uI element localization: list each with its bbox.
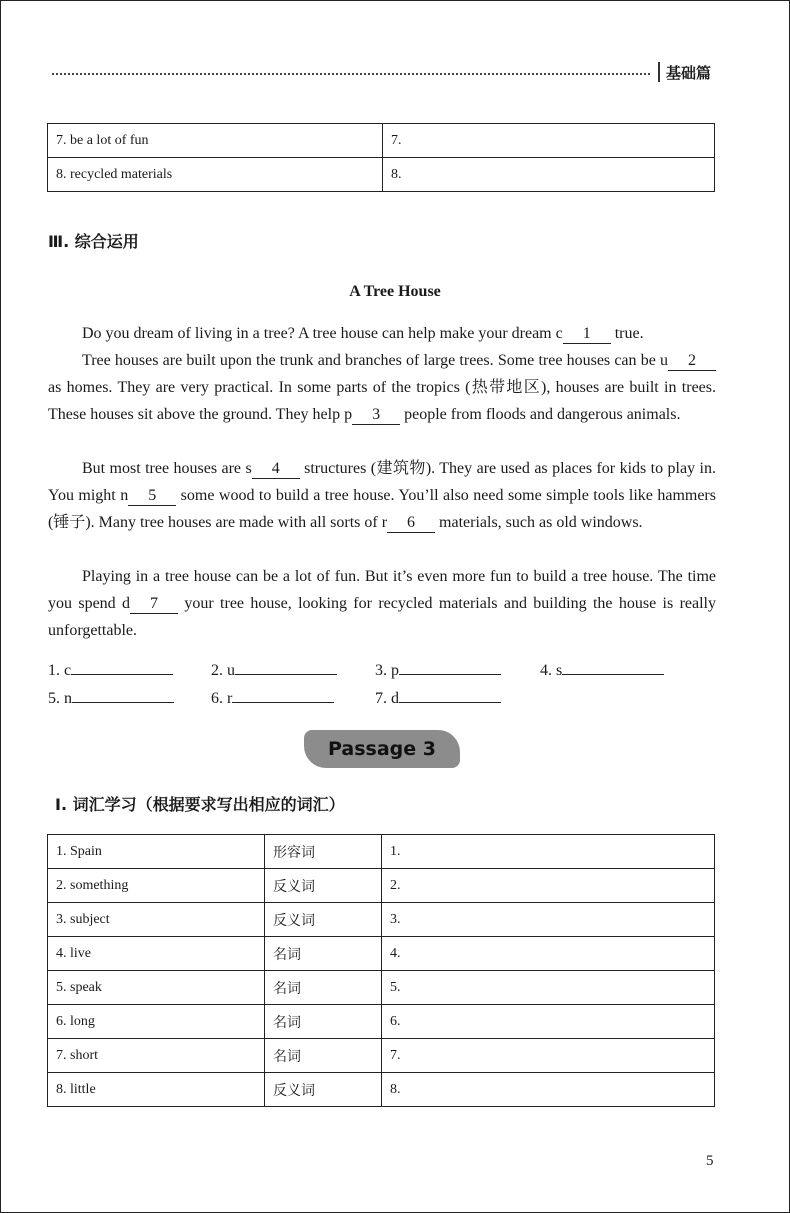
answer-label: 1. c <box>48 662 72 679</box>
table-row <box>48 1005 715 1039</box>
table-row <box>48 903 715 937</box>
header-title: 基础篇 <box>666 64 712 82</box>
answer-cell[interactable]: 7. <box>382 1039 715 1073</box>
text-segment: materials, such as old windows. <box>435 514 643 531</box>
answer-line-5[interactable] <box>48 686 174 708</box>
page-number: 5 <box>706 1153 714 1169</box>
story-paragraph-2 <box>48 347 716 428</box>
word-cell: 6. long <box>48 1005 265 1039</box>
text-segment: your tree house, looking for recycled materials and building the house is really unforgettable. <box>48 595 717 639</box>
answer-cell[interactable]: 6. <box>382 1005 715 1039</box>
word-cell: 3. subject <box>48 903 265 937</box>
table-row <box>48 835 715 869</box>
answer-cell[interactable]: 3. <box>382 903 715 937</box>
blank-3[interactable]: 3 <box>352 406 400 425</box>
table-row <box>48 124 715 158</box>
answer-label: 6. r <box>211 690 233 707</box>
header-dotted-line <box>52 73 650 75</box>
word-cell: 7. short <box>48 1039 265 1073</box>
table-vocabulary <box>47 834 715 1107</box>
blank-6[interactable]: 6 <box>387 514 435 533</box>
answer-label: 7. d <box>375 690 399 707</box>
type-cell: 形容词 <box>265 835 382 869</box>
answer-line-4[interactable] <box>540 658 664 680</box>
type-cell: 反义词 <box>265 1073 382 1107</box>
answer-cell[interactable]: 7. <box>383 124 715 158</box>
table-row <box>48 937 715 971</box>
blank-4[interactable]: 4 <box>252 460 300 479</box>
type-cell: 名词 <box>265 971 382 1005</box>
blank-7[interactable]: 7 <box>130 595 178 614</box>
answer-cell[interactable]: 8. <box>383 158 715 192</box>
story-title: A Tree House <box>349 283 441 300</box>
answer-label: 3. p <box>375 662 399 679</box>
answer-cell[interactable]: 2. <box>382 869 715 903</box>
table-phrases <box>47 123 715 192</box>
text-segment: as homes. They are very practical. In some parts of the tropics (热带地区), houses are built in trees. These houses sit above the ground. They help p <box>48 379 716 423</box>
blank-2[interactable]: 2 <box>668 352 716 371</box>
type-cell: 反义词 <box>265 869 382 903</box>
table-row <box>48 158 715 192</box>
phrase-cell: 7. be a lot of fun <box>48 124 383 158</box>
word-cell: 1. Spain <box>48 835 265 869</box>
blank-1[interactable]: 1 <box>563 325 611 344</box>
text-segment: structures (建筑物). They are used as places for kids to play in. You might n <box>48 460 716 504</box>
answer-label: 4. s <box>540 662 563 679</box>
answer-line-1[interactable] <box>48 658 173 680</box>
text-segment: true. <box>610 325 644 342</box>
answer-cell[interactable]: 8. <box>382 1073 715 1107</box>
type-cell: 反义词 <box>265 903 382 937</box>
blank-5[interactable]: 5 <box>128 487 176 506</box>
answer-line-6[interactable] <box>211 686 334 708</box>
type-cell: 名词 <box>265 937 382 971</box>
answer-label: 2. u <box>211 662 235 679</box>
text-segment: Playing in a tree house can be a lot of fun. But it’s even more fun to build a tree house. The time you spend d <box>48 568 716 612</box>
story-paragraph-1 <box>48 320 716 347</box>
header-divider <box>658 62 660 82</box>
story-paragraph-4 <box>48 563 716 644</box>
type-cell: 名词 <box>265 1005 382 1039</box>
word-cell: 2. something <box>48 869 265 903</box>
text-segment: some wood to build a tree house. You’ll also need some simple tools like hammers (锤子). Many tree houses are made with all sorts of r <box>48 487 716 531</box>
passage-label: Passage 3 <box>328 738 436 760</box>
answer-label: 5. n <box>48 690 72 707</box>
phrase-cell: 8. recycled materials <box>48 158 383 192</box>
answer-cell[interactable]: 4. <box>382 937 715 971</box>
section-title-comprehensive: Ⅲ. 综合运用 <box>48 232 139 251</box>
table-row <box>48 1039 715 1073</box>
type-cell: 名词 <box>265 1039 382 1073</box>
table-row <box>48 869 715 903</box>
text-segment: people from floods and dangerous animals. <box>400 406 681 423</box>
table-row <box>48 971 715 1005</box>
section-title-vocabulary: Ⅰ. 词汇学习（根据要求写出相应的词汇） <box>55 795 345 814</box>
text-segment: But most tree houses are s <box>82 460 252 477</box>
answer-line-3[interactable] <box>375 658 501 680</box>
answer-line-2[interactable] <box>211 658 337 680</box>
word-cell: 5. speak <box>48 971 265 1005</box>
word-cell: 8. little <box>48 1073 265 1107</box>
text-segment: Tree houses are built upon the trunk and branches of large trees. Some tree houses can be u <box>82 352 668 369</box>
answer-cell[interactable]: 5. <box>382 971 715 1005</box>
text-segment: Do you dream of living in a tree? A tree house can help make your dream c <box>82 325 563 342</box>
story-paragraph-3 <box>48 455 716 536</box>
table-row <box>48 1073 715 1107</box>
answer-line-7[interactable] <box>375 686 501 708</box>
word-cell: 4. live <box>48 937 265 971</box>
answer-cell[interactable]: 1. <box>382 835 715 869</box>
